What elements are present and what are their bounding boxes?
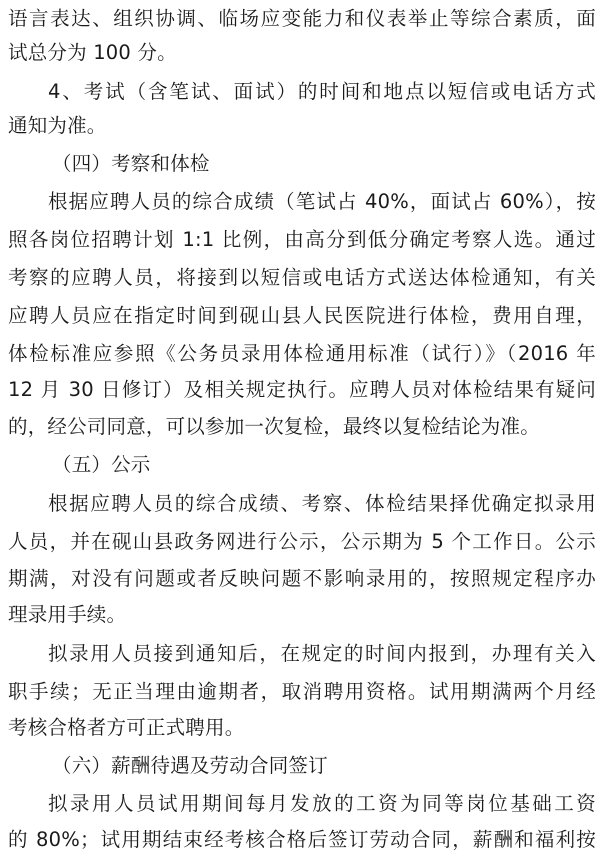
section-heading: （四）考察和体检 — [52, 152, 210, 175]
paragraph-line: 拟录用人员接到通知后，在规定的时间内报到，办理有关入 — [48, 642, 596, 665]
section-heading: （六）薪酬待遇及劳动合同签订 — [52, 754, 328, 777]
paragraph-line: 根据应聘人员的综合成绩（笔试占 40%，面试占 60%），按 — [48, 190, 596, 213]
paragraph-line: 理录用手续。 — [8, 603, 127, 626]
paragraph-line: 试总分为 100 分。 — [8, 41, 177, 64]
paragraph-line: 体检标准应参照《公务员录用体检通用标准（试行）》（2016 年 — [8, 342, 596, 365]
paragraph-line: 期满，对没有问题或者反映问题不影响录用的，按照规定程序办 — [8, 567, 596, 590]
paragraph-line: 职手续；无正当理由逾期者，取消聘用资格。试用期满两个月经 — [8, 680, 596, 703]
paragraph-line: 应聘人员应在指定时间到砚山县人民医院进行体检，费用自理， — [8, 304, 596, 327]
paragraph-line: 拟录用人员试用期间每月发放的工资为同等岗位基础工资 — [48, 792, 596, 815]
paragraph-line: 根据应聘人员的综合成绩、考察、体检结果择优确定拟录用 — [48, 492, 596, 515]
paragraph-line: 语言表达、组织协调、临场应变能力和仪表举止等综合素质，面 — [8, 7, 596, 30]
paragraph-line: 的 80%；试用期结束经考核合格后签订劳动合同，薪酬和福利按 — [8, 828, 596, 851]
paragraph-line: 通知为准。 — [8, 114, 107, 137]
paragraph-line: 考核合格者方可正式聘用。 — [8, 716, 245, 739]
paragraph-line: 照各岗位招聘计划 1:1 比例，由高分到低分确定考察人选。通过 — [8, 228, 596, 251]
paragraph-line: 12 月 30 日修订）及相关规定执行。应聘人员对体检结果有疑问 — [8, 378, 596, 401]
paragraph-line: 考察的应聘人员，将接到以短信或电话方式送达体检通知，有关 — [8, 266, 596, 289]
section-heading: （五）公示 — [52, 453, 151, 476]
paragraph-line: 人员，并在砚山县政务网进行公示，公示期为 5 个工作日。公示 — [8, 530, 596, 553]
paragraph-line: 的，经公司同意，可以参加一次复检，最终以复检结论为准。 — [8, 415, 540, 438]
paragraph-line: 4、考试（含笔试、面试）的时间和地点以短信或电话方式 — [48, 80, 596, 103]
